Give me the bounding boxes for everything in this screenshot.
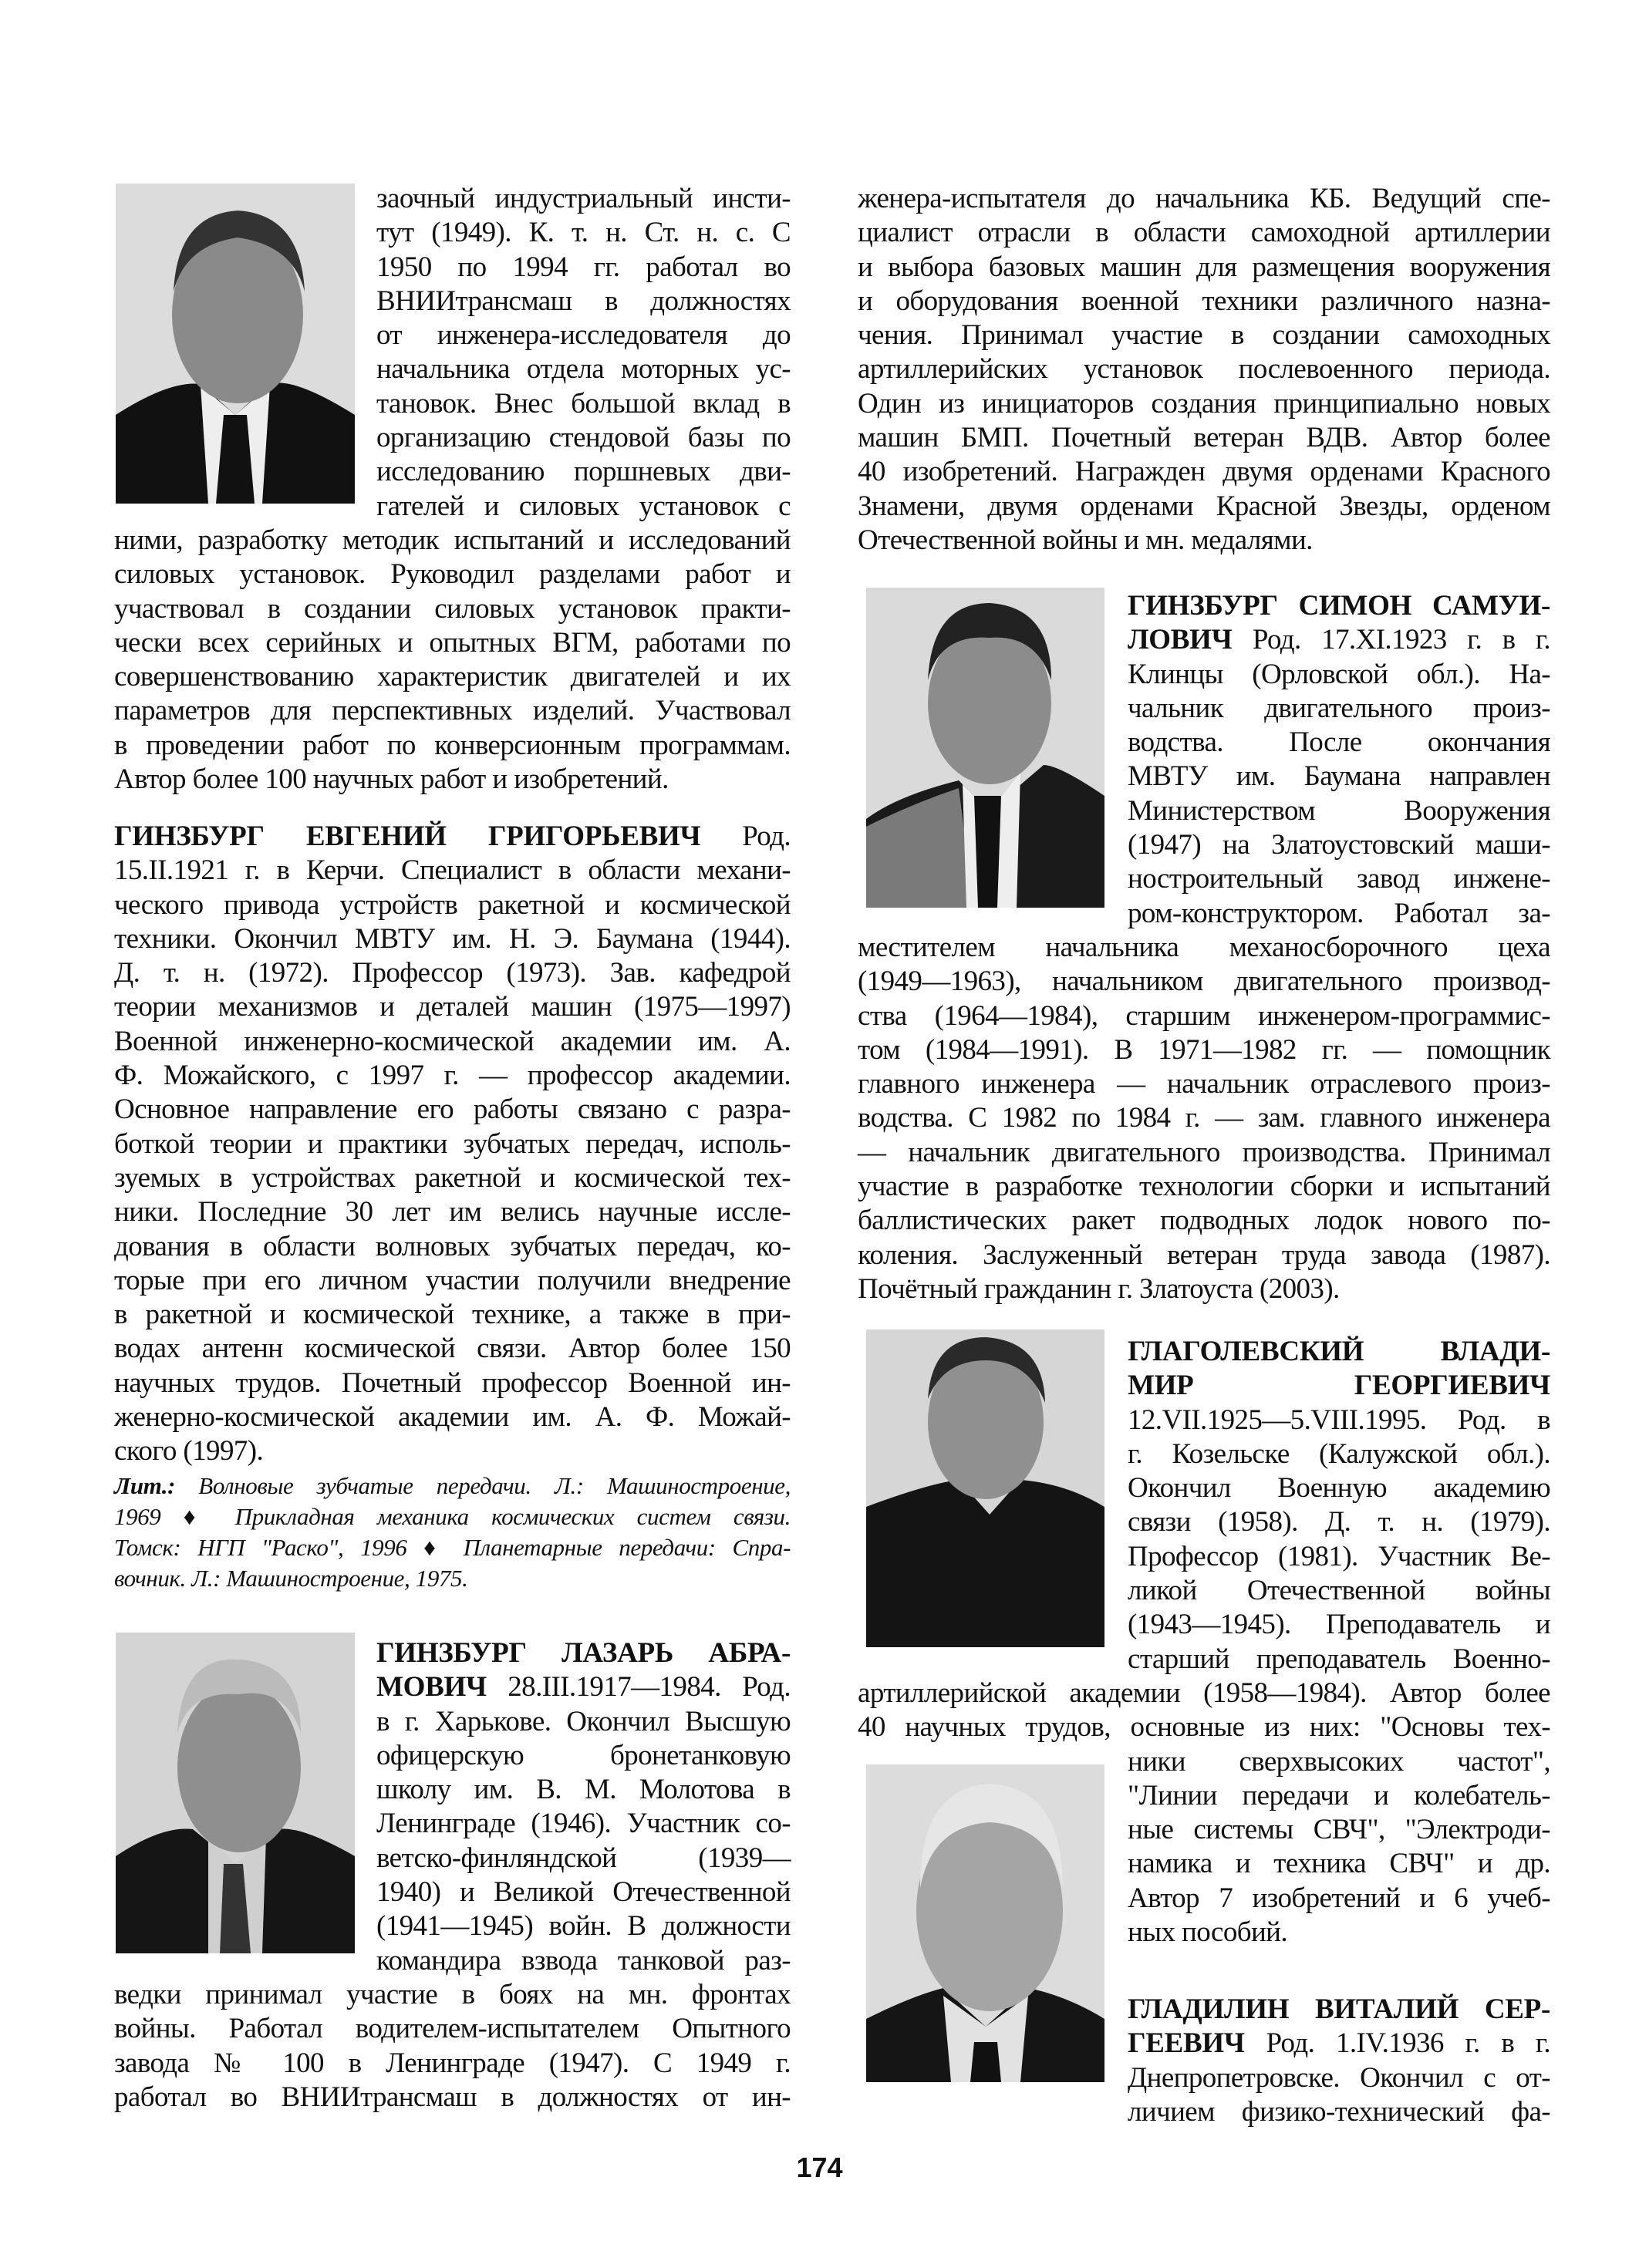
text-line: офицерскую бронетанковую (376, 1739, 791, 1771)
text-line: силовых установок. Руководил разделами работ и (114, 558, 791, 591)
text-line: зуемых в устройствах ракетной и космической тех- (114, 1161, 791, 1194)
entry-name: ГИНЗБУРГ СИМОН САМУИ- (1128, 590, 1550, 622)
text-line: чения. Принимал участие в создании самоходных (858, 319, 1550, 352)
entry-ginzburg-evgeny (114, 820, 791, 1594)
text-line: 15.II.1921 г. в Керчи. Специалист в области механи- (114, 854, 791, 887)
entry-name: МОВИЧ (376, 1671, 487, 1704)
entry-glagolevsky (858, 1335, 1550, 1950)
text-line: Профессор (1981). Участник Ве- (1128, 1540, 1550, 1572)
text-line: водства. С 1982 по 1984 г. — зам. главного инженера (858, 1102, 1550, 1134)
lit-line: вочник. Л.: Машиностроение, 1975. (114, 1564, 468, 1592)
text-line: Клинцы (Орловской обл.). На- (1128, 658, 1550, 690)
text-line: школу им. В. М. Молотова в (376, 1774, 791, 1806)
entry-name: МИР ГЕОРГИЕВИЧ (1128, 1370, 1550, 1402)
text-line: войны. Работал водителем-испытателем Опытного (114, 2013, 791, 2045)
text-line: том (1984—1991). В 1971—1982 гг. — помощник (858, 1033, 1550, 1066)
text-line: в г. Харькове. Окончил Высшую (376, 1705, 791, 1737)
text-line: ники. Последние 30 лет им велись научные иссле- (114, 1196, 791, 1228)
text-line: местителем начальника механосборочного цеха (858, 931, 1550, 963)
text-line: совершенствованию характеристик двигателей и их (114, 661, 791, 693)
entry-continuation (114, 182, 791, 797)
text-line: Автор более 100 научных работ и изобретений. (114, 763, 669, 796)
text-line: Один из инициаторов создания принципиально новых (858, 387, 1550, 420)
entry-name: ГЕЕВИЧ (1128, 2027, 1245, 2060)
text-line: Основное направление его работы связано с разра- (114, 1094, 791, 1126)
text-line: участие в разработке технологии сборки и испытаний (858, 1171, 1550, 1203)
text-line: Знамени, двумя орденами Красной Звезды, орденом (858, 490, 1550, 522)
text-line: артиллерийских установок послевоенного периода. (858, 353, 1550, 386)
lit-line (114, 1471, 791, 1501)
text-line: научных трудов. Почетный профессор Военной ин- (114, 1367, 791, 1399)
text-line: дования в области волновых зубчатых передач, ко- (114, 1230, 791, 1262)
text-line: водства. После окончания (1128, 726, 1550, 759)
text-line: участвовал в создании силовых установок практи- (114, 592, 791, 625)
text-line: женерно-космической академии им. А. Ф. Можай- (114, 1401, 791, 1434)
text-fragment: Волновые зубчатые передачи. Л.: Машиностроение, (175, 1471, 791, 1499)
text-line: намика и техника СВЧ" и др. (1128, 1848, 1550, 1880)
text-line: командира взвода танковой раз- (376, 1944, 791, 1976)
entry-name: ГЛАДИЛИН ВИТАЛИЙ СЕР- (1128, 1993, 1550, 2025)
text-line: "Линии передачи и колебатель- (1128, 1779, 1550, 1811)
text-line: боткой теории и практики зубчатых передач, исполь- (114, 1127, 791, 1160)
entry-ginzburg-lazar (114, 1636, 791, 2115)
text-line: в ракетной и космической технике, а также в при- (114, 1299, 791, 1331)
entry-heading-line (1128, 1993, 1550, 2027)
text-line: ВНИИтрансмаш в должностях (376, 285, 791, 317)
entry-heading-line (1128, 1369, 1550, 1403)
text-line: завода № 100 в Ленинграде (1947). С 1949 г. (114, 2047, 791, 2079)
text-line: коления. Заслуженный ветеран труда завода (1987). (858, 1238, 1550, 1271)
entry-heading-line (1128, 623, 1550, 657)
text-line: баллистических ракет подводных лодок нового по- (858, 1205, 1550, 1237)
entry-name: ГЛАГОЛЕВСКИЙ ВЛАДИ- (1128, 1336, 1550, 1367)
text-line: в проведении работ по конверсионным программам. (114, 729, 791, 761)
text-line: гателей и силовых установок с (376, 490, 791, 522)
text-fragment: Род. 1.IV.1936 г. в г. (1244, 2027, 1550, 2060)
text-line: Ленинграде (1946). Участник со- (376, 1808, 791, 1840)
text-line: — начальник двигательного производства. Принимал (858, 1136, 1550, 1168)
entry-ginzburg-simon (858, 589, 1550, 1306)
text-line: исследованию поршневых дви- (376, 456, 791, 488)
text-line: артиллерийской академии (1958—1984). Автор более (858, 1677, 1550, 1709)
entry-heading-line (1128, 1335, 1550, 1369)
literature-block (114, 1471, 791, 1594)
entry-heading-line (376, 1670, 791, 1704)
text-line: Днепропетровске. Окончил с от- (1128, 2061, 1550, 2094)
text-line: от инженера-исследователя до (376, 319, 791, 352)
text-line: Министерством Вооружения (1128, 794, 1550, 827)
text-line: старший преподаватель Военно- (1128, 1643, 1550, 1675)
text-line: (1943—1945). Преподаватель и (1128, 1609, 1550, 1641)
text-line: параметров для перспективных изделий. Участвовал (114, 695, 791, 727)
text-line: чальник двигательного произ- (1128, 692, 1550, 724)
text-line: ные системы СВЧ", "Электроди- (1128, 1814, 1550, 1846)
text-line: г. Козельске (Калужской обл.). (1128, 1437, 1550, 1470)
text-line: 40 научных трудов, основные из них: "Основы тех- (858, 1711, 1550, 1744)
text-line: и оборудования военной техники различного назна- (858, 285, 1550, 317)
text-line: работал во ВНИИтрансмаш в должностях от ин- (114, 2081, 791, 2113)
text-line: МВТУ им. Баумана направлен (1128, 760, 1550, 793)
entry-gladilin (858, 1993, 1550, 2129)
text-line: женера-испытателя до начальника КБ. Ведущий спе- (858, 183, 1550, 214)
text-line: ческого привода устройств ракетной и космической (114, 888, 791, 921)
text-line: чески всех серийных и опытных ВГМ, работами по (114, 626, 791, 659)
entry-ginzburg-lazar-continued (858, 182, 1550, 558)
text-line: Автор 7 изобретений и 6 учеб- (1128, 1882, 1550, 1914)
lit-line: Томск: НГП "Раско", 1996 ♦ Планетарные передачи: Спра- (114, 1533, 791, 1561)
text-line: связи (1958). Д. т. н. (1979). (1128, 1506, 1550, 1538)
text-line: тановок. Внес большой вклад в (376, 387, 791, 420)
text-line: 40 изобретений. Награжден двумя орденами Красного (858, 456, 1550, 488)
text-line: главного инженера — начальник отраслевого произ- (858, 1068, 1550, 1100)
text-fragment: 28.III.1917—1984. Род. (486, 1671, 791, 1704)
entry-name: ЛОВИЧ (1128, 624, 1233, 656)
text-line: ними, разработку методик испытаний и исследований (114, 524, 791, 556)
text-line: ского (1997). (114, 1435, 264, 1468)
text-line: циалист отрасли в области самоходной артиллерии (858, 217, 1550, 249)
text-line: ностроительный завод инжене- (1128, 863, 1550, 895)
lit-label: Лит.: (114, 1471, 176, 1499)
text-line: водах антенн космической связи. Автор более 150 (114, 1333, 791, 1365)
text-line: техники. Окончил МВТУ им. Н. Э. Баумана (1944). (114, 922, 791, 955)
text-line: заочный индустриальный инсти- (376, 183, 791, 214)
text-line: ведки принимал участие в боях на мн. фронтах (114, 1978, 791, 2010)
text-line: Ф. Можайского, с 1997 г. — профессор академии. (114, 1060, 791, 1092)
text-line: (1949—1963), начальником двигательного производ- (858, 966, 1550, 998)
text-line: ром-конструктором. Работал за- (1128, 897, 1550, 929)
entry-heading-line (114, 820, 791, 854)
text-line: 12.VII.1925—5.VIII.1995. Род. в (1128, 1404, 1550, 1436)
text-line: личием физико-технический фа- (1128, 2095, 1550, 2128)
text-line: Военной инженерно-космической академии им. А. (114, 1025, 791, 1057)
text-line: машин БМП. Почетный ветеран ВДВ. Автор более (858, 422, 1550, 454)
text-line: ных пособий. (1128, 1916, 1288, 1949)
entry-heading-line (1128, 589, 1550, 623)
text-line: 1940) и Великой Отечественной (376, 1876, 791, 1909)
text-line: торые при его личном участии получили внедрение (114, 1264, 791, 1296)
text-line: организацию стендовой базы по (376, 422, 791, 454)
text-line: Отечественной войны и мн. медалями. (858, 524, 1313, 556)
text-line: и выбора базовых машин для размещения вооружения (858, 251, 1550, 283)
text-line: теории механизмов и деталей машин (1975—1997) (114, 991, 791, 1023)
text-line: Д. т. н. (1972). Профессор (1973). Зав. кафедрой (114, 957, 791, 989)
text-line: ветско-финляндской (1939— (376, 1842, 791, 1874)
page-number: 174 (796, 2152, 843, 2183)
text-line: Окончил Военную академию (1128, 1472, 1550, 1505)
text-fragment: Род. (700, 821, 791, 852)
text-line: ства (1964—1984), старшим инженером-программис- (858, 999, 1550, 1032)
text-line: (1941—1945) войн. В должности (376, 1910, 791, 1943)
entry-name: ГИНЗБУРГ ЛАЗАРЬ АБРА- (376, 1637, 791, 1669)
text-line: начальника отдела моторных ус- (376, 353, 791, 386)
text-line: 1950 по 1994 гг. работал во (376, 251, 791, 283)
text-fragment: Род. 17.XI.1923 г. в г. (1232, 624, 1550, 656)
entry-heading-line (376, 1636, 791, 1670)
text-line: Почётный гражданин г. Златоуста (2003). (858, 1272, 1340, 1305)
text-line: тут (1949). К. т. н. Ст. н. с. С (376, 217, 791, 249)
entry-name: ГИНЗБУРГ ЕВГЕНИЙ ГРИГОРЬЕВИЧ (114, 821, 701, 852)
entry-heading-line (1128, 2027, 1550, 2061)
text-line: (1947) на Златоустовский маши- (1128, 829, 1550, 861)
text-line: ликой Отечественной войны (1128, 1575, 1550, 1607)
text-line: ники сверхвысоких частот", (1128, 1745, 1550, 1778)
lit-line: 1969 ♦ Прикладная механика космических систем связи. (114, 1502, 791, 1530)
